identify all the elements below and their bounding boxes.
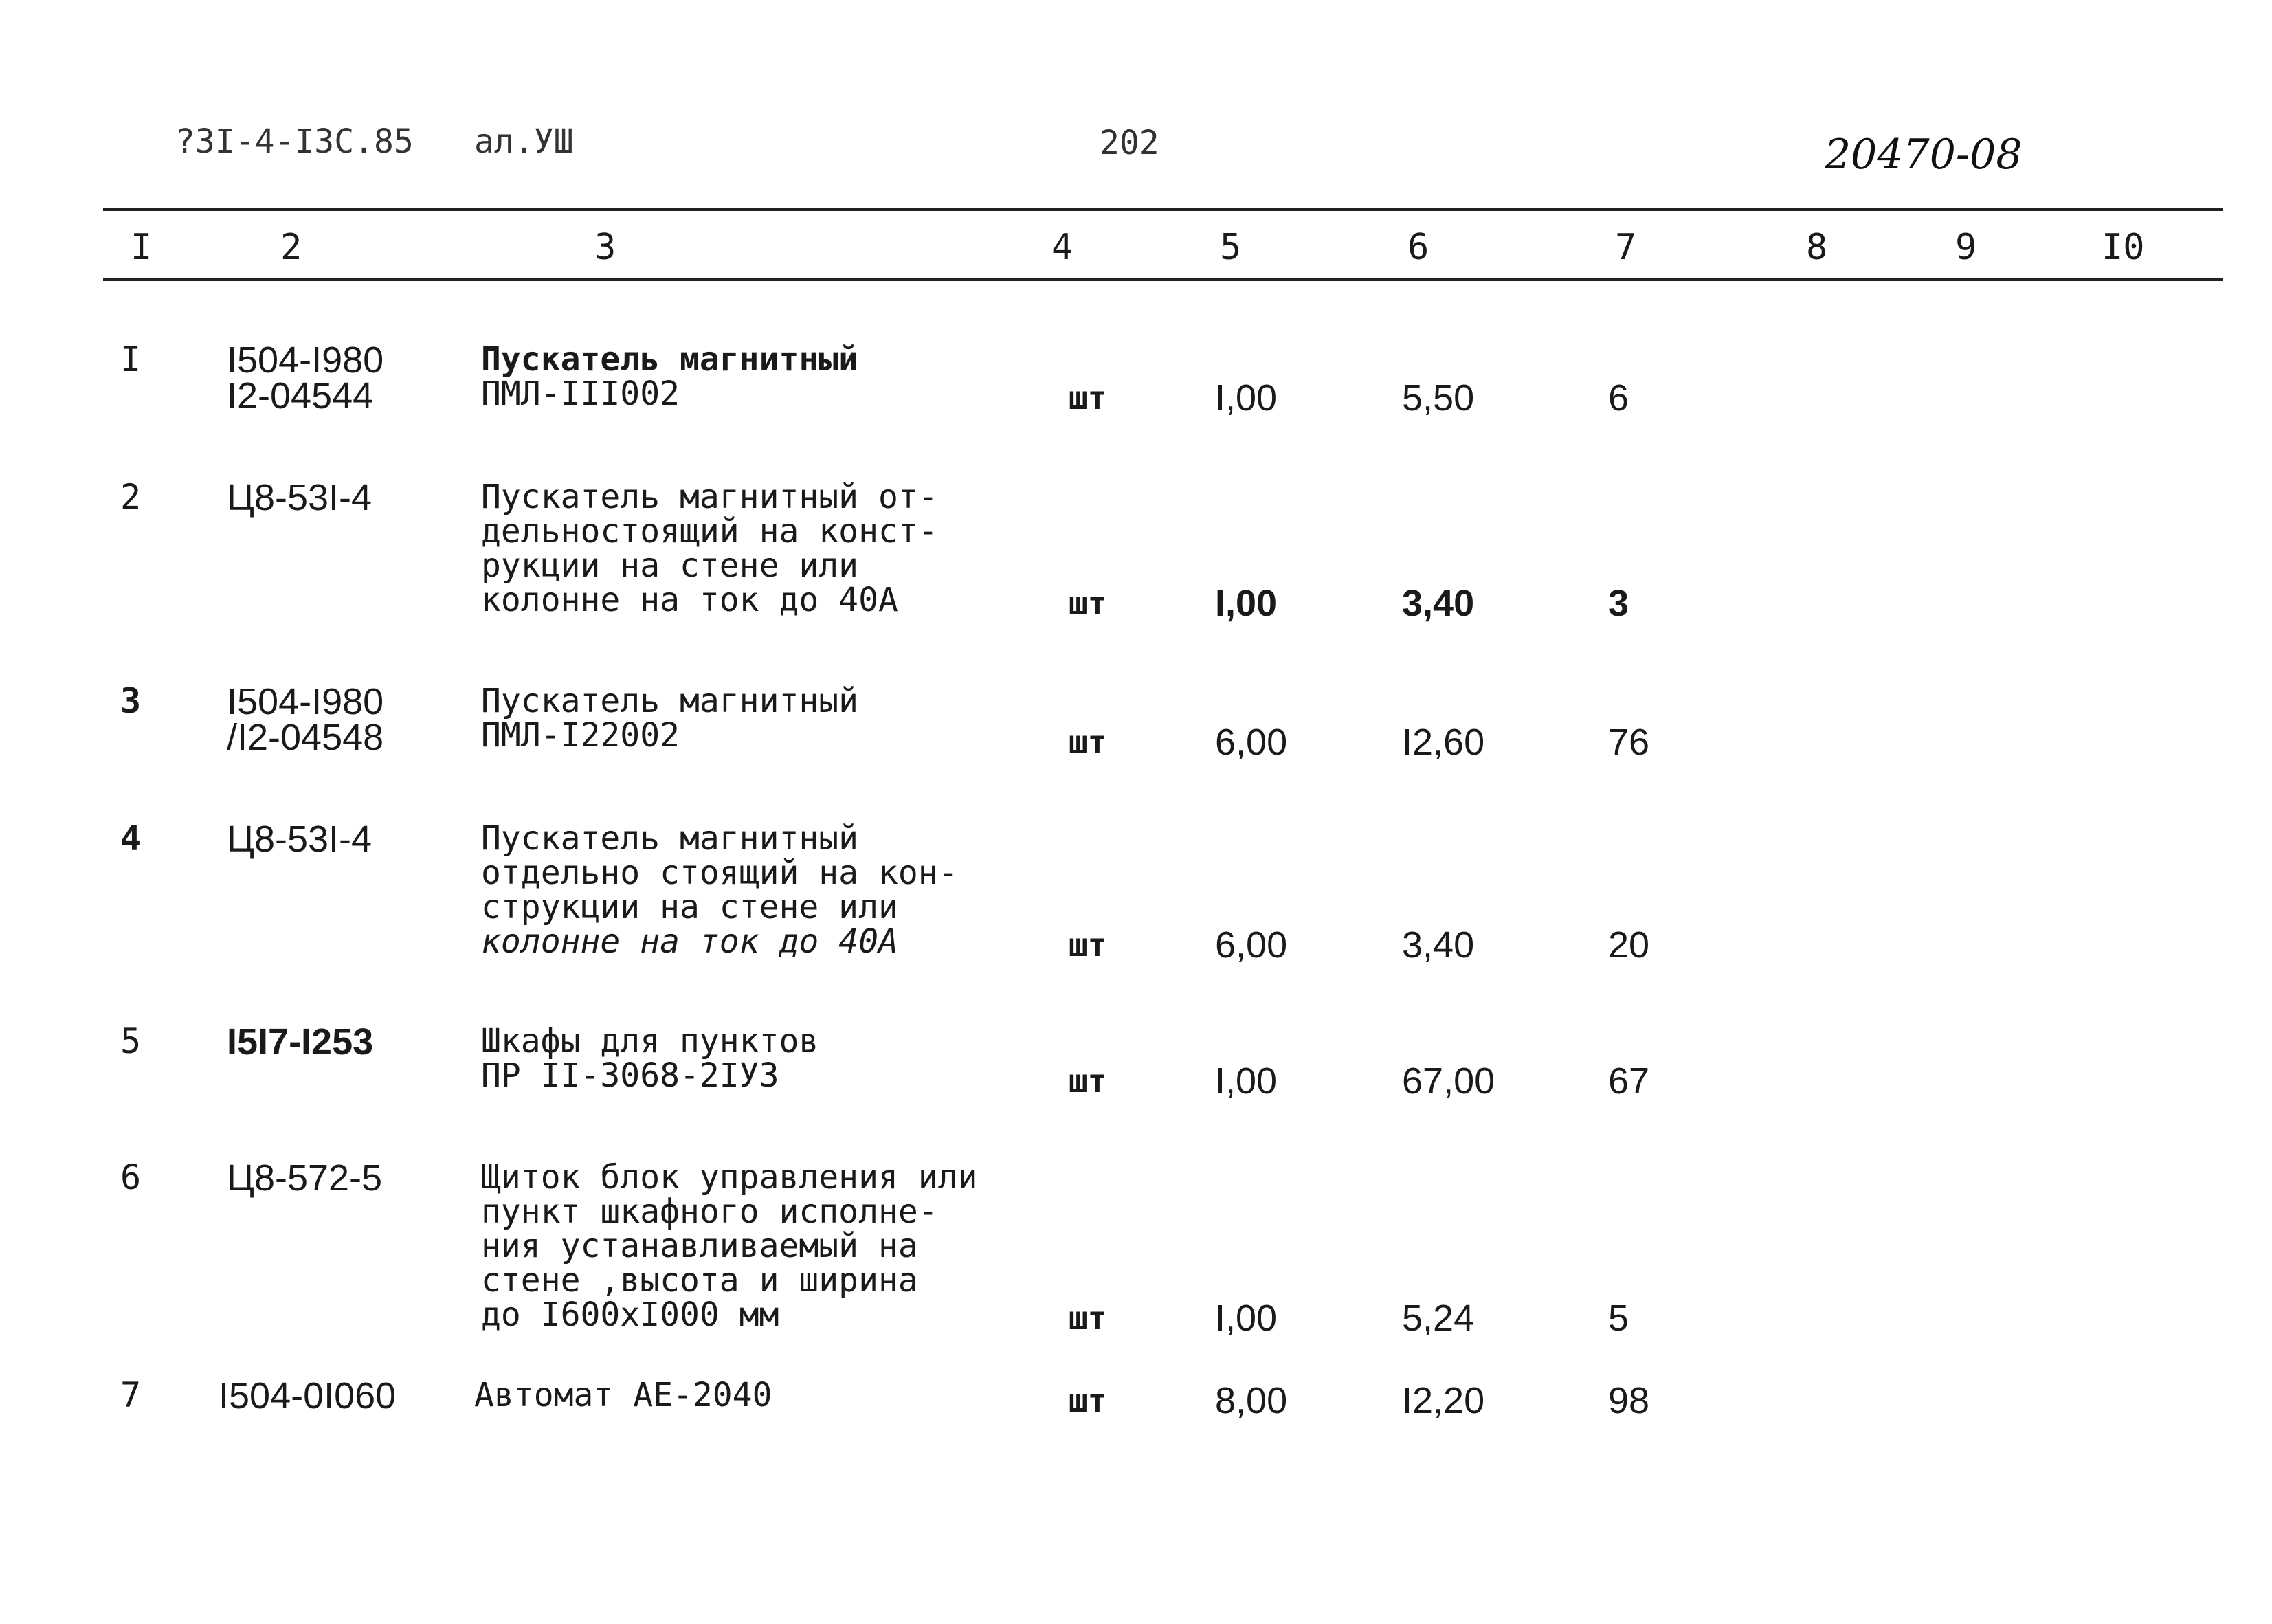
row-total: 3	[1608, 583, 1629, 624]
row-quantity: I,00	[1215, 1298, 1278, 1339]
row-code: I504-I980 I2-04544	[227, 340, 384, 416]
row-quantity: I,00	[1215, 377, 1278, 419]
column-number-5: 5	[1220, 227, 1242, 268]
row-quantity: 8,00	[1215, 1380, 1288, 1421]
row-unit: шт	[1069, 1063, 1107, 1100]
column-number-6: 6	[1407, 227, 1429, 268]
row-name: Пускатель магнитный ПМЛ-III002	[481, 340, 859, 413]
column-number-3: 3	[594, 227, 616, 268]
row-number: 7	[120, 1375, 142, 1415]
row-unit: шт	[1069, 1300, 1107, 1337]
row-number: I	[120, 340, 142, 379]
row-unit: шт	[1069, 1382, 1107, 1419]
row-number: 2	[120, 477, 142, 517]
row-price: 5,50	[1402, 377, 1475, 419]
row-quantity: 6,00	[1215, 722, 1288, 763]
table-top-rule	[103, 208, 2223, 211]
row-name: Пускатель магнитный ПМЛ-I22002	[481, 682, 859, 755]
row-unit: шт	[1069, 379, 1107, 416]
row-price: I2,20	[1402, 1380, 1485, 1421]
row-unit: шт	[1069, 724, 1107, 761]
row-price: 67,00	[1402, 1060, 1495, 1102]
row-total: 98	[1608, 1380, 1650, 1421]
table-header-rule	[103, 278, 2223, 281]
row-price: 3,40	[1402, 583, 1475, 624]
row-total: 5	[1608, 1298, 1629, 1339]
row-number: 6	[120, 1157, 142, 1197]
row-number: 4	[120, 819, 142, 858]
column-number-10: I0	[2102, 227, 2145, 268]
row-code: Ц8-53I-4	[227, 819, 372, 860]
row-price: 5,24	[1402, 1298, 1475, 1339]
column-number-7: 7	[1615, 227, 1637, 268]
row-total: 20	[1608, 924, 1650, 966]
row-total: 76	[1608, 722, 1650, 763]
row-name: Пускатель магнитный отдельно стоящий на кон- струкции на стене или колонне на ток до 40А	[481, 819, 958, 961]
row-name: Автомат АЕ-2040	[474, 1376, 772, 1414]
row-code: I5I7-I253	[227, 1021, 374, 1063]
row-name: Щиток блок управления или пункт шкафного исполне- ния устанавливаемый на стене ,высота и ширина до I600хI000 мм	[481, 1158, 978, 1334]
column-number-1: I	[131, 227, 153, 268]
row-unit: шт	[1069, 926, 1107, 964]
handwritten-stamp: 20470-08	[1825, 131, 2023, 179]
row-quantity: 6,00	[1215, 924, 1288, 966]
row-total: 67	[1608, 1060, 1650, 1102]
page-number: 202	[1100, 124, 1159, 162]
row-number: 3	[120, 681, 142, 721]
row-code: Ц8-572-5	[227, 1157, 383, 1199]
row-number: 5	[120, 1021, 142, 1061]
row-price: I2,60	[1402, 722, 1485, 763]
row-code: I504-0I060	[219, 1375, 397, 1416]
column-number-2: 2	[280, 227, 302, 268]
row-unit: шт	[1069, 585, 1107, 622]
document-code: ?ЗI-4-I3С.85	[175, 122, 414, 161]
column-number-4: 4	[1051, 227, 1073, 268]
row-name: Пускатель магнитный от- дельностоящий на конст- рукции на стене или колонне на ток до 40А	[481, 478, 938, 619]
row-code: I504-I980 /I2-04548	[227, 681, 384, 758]
row-code: Ц8-53I-4	[227, 477, 372, 518]
row-total: 6	[1608, 377, 1629, 419]
row-name: Шкафы для пунктов ПР II-3068-2IУ3	[481, 1022, 819, 1095]
column-number-9: 9	[1955, 227, 1977, 268]
sheet-label: ал.УШ	[474, 122, 574, 161]
column-number-8: 8	[1806, 227, 1828, 268]
row-quantity: I,00	[1215, 1060, 1278, 1102]
row-quantity: I,00	[1215, 583, 1278, 624]
row-price: 3,40	[1402, 924, 1475, 966]
